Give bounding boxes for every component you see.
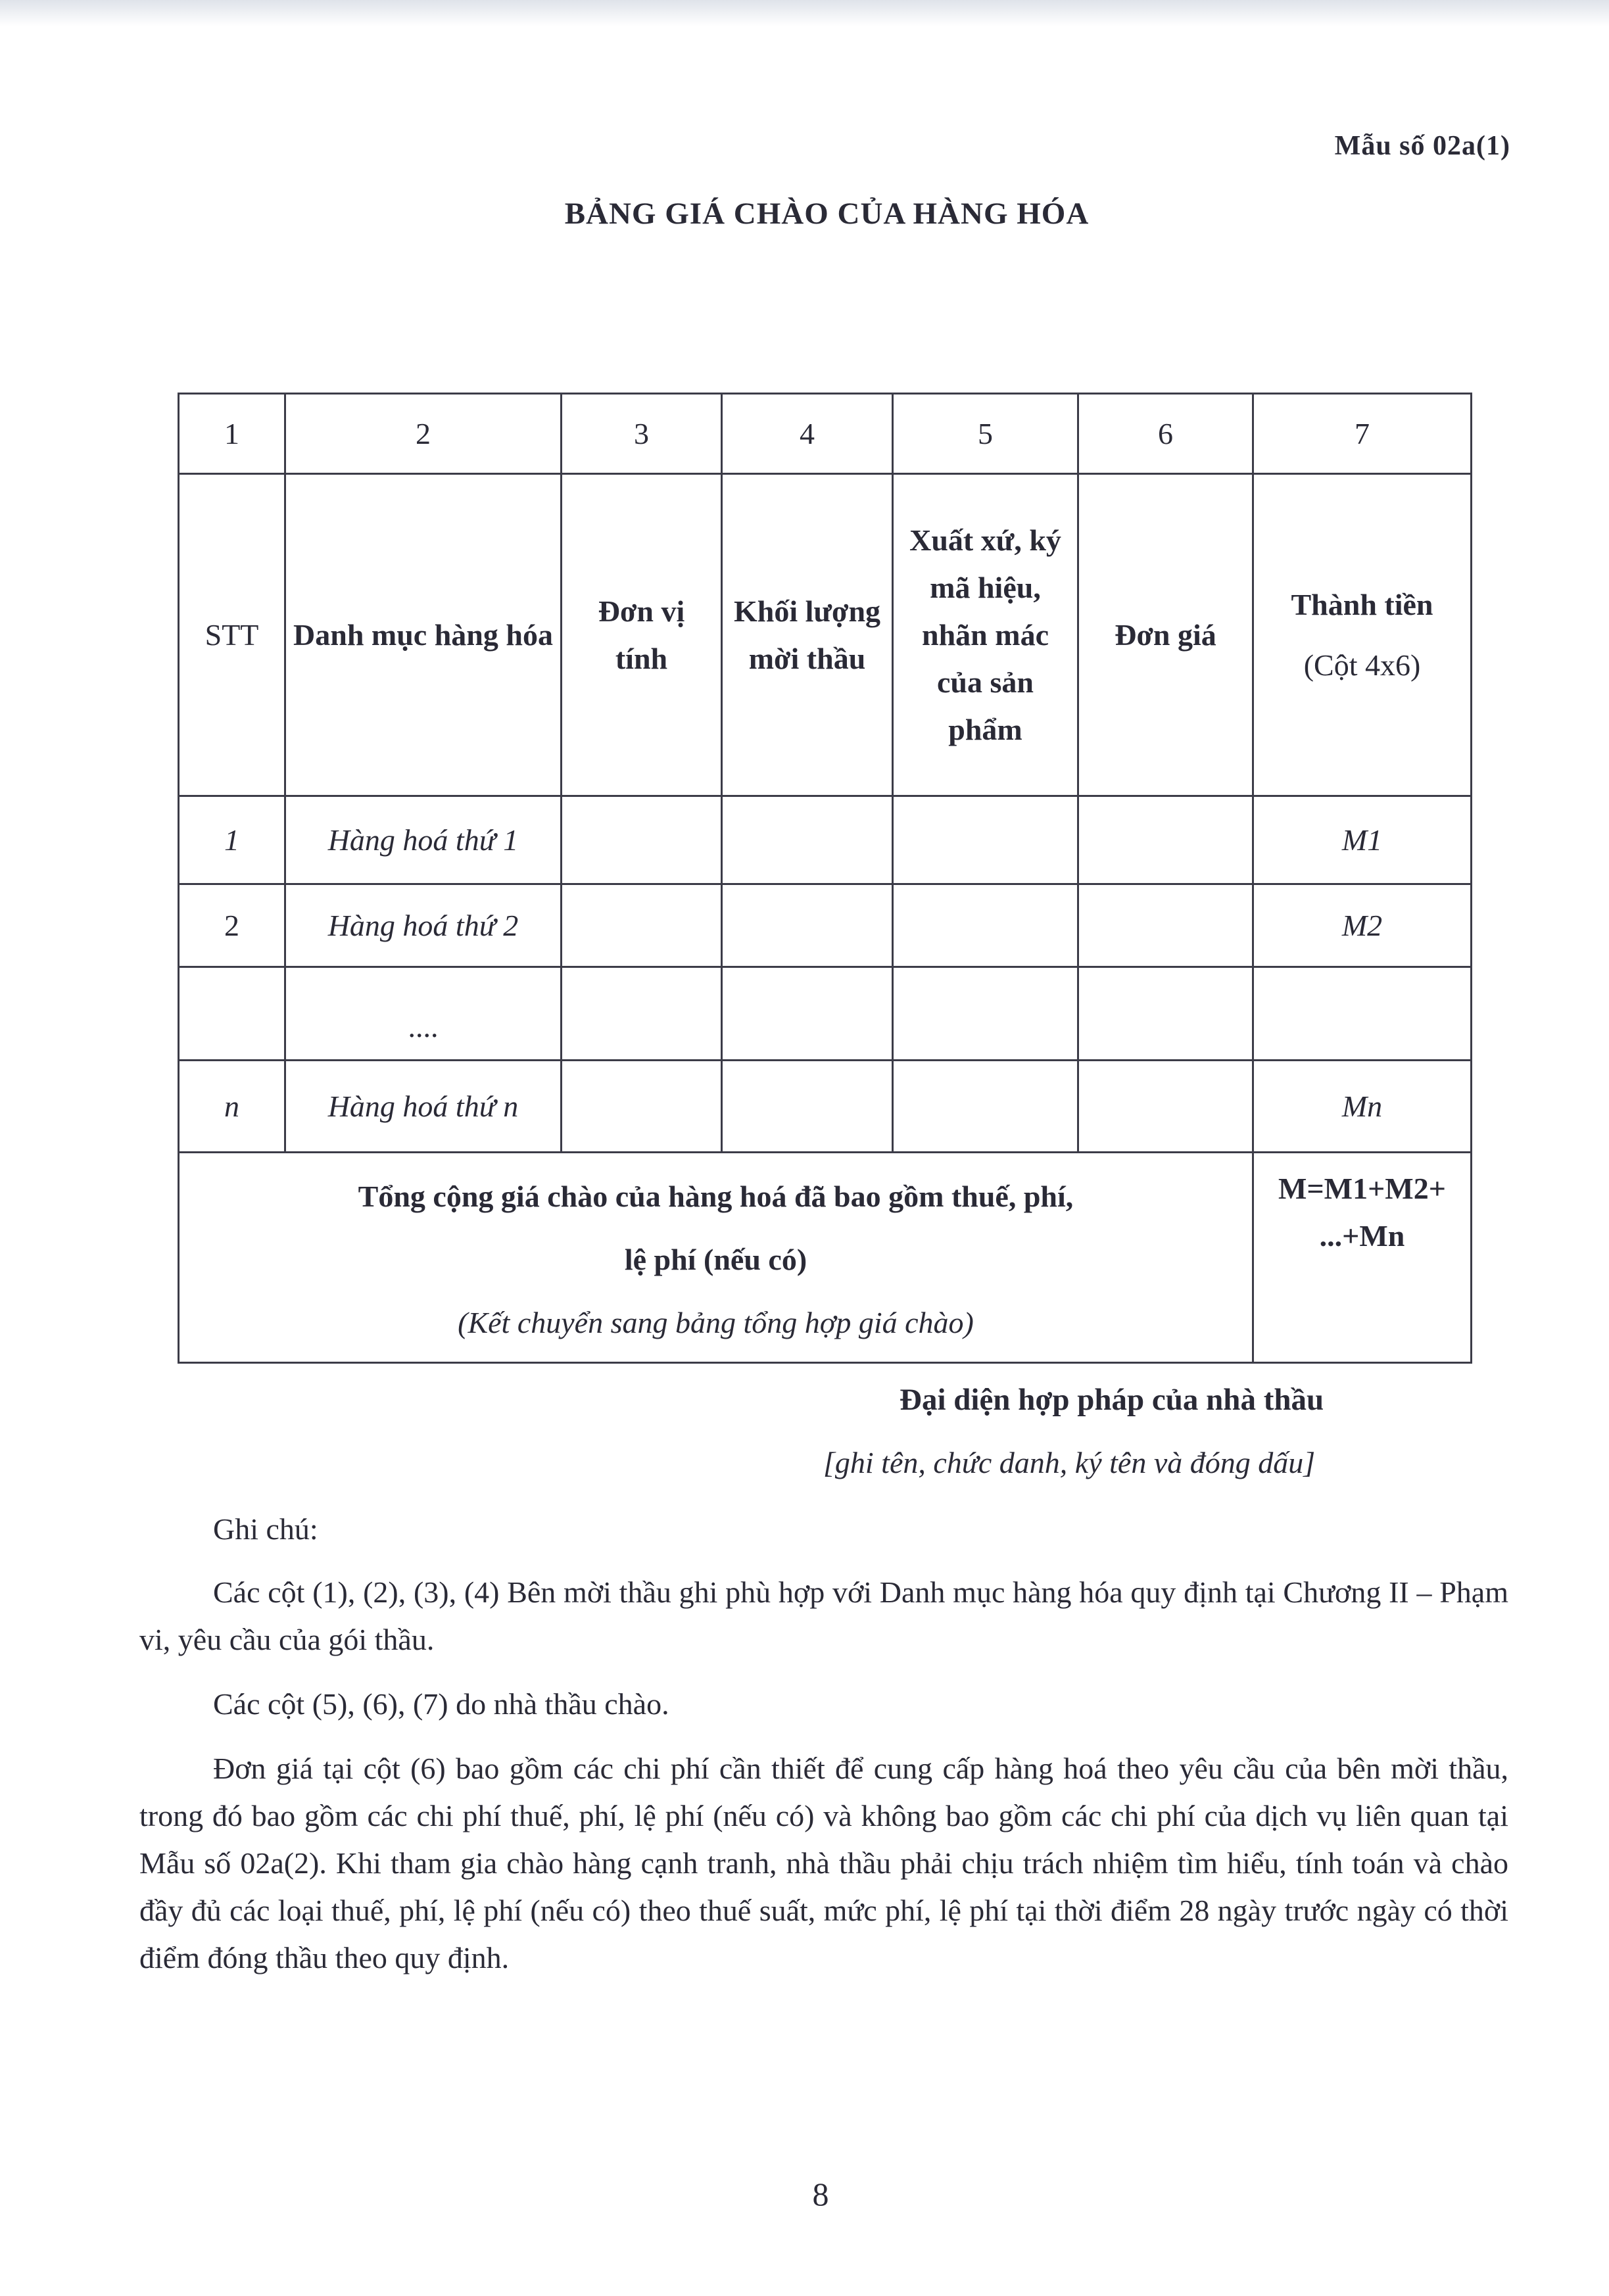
signature-title: Đại diện hợp pháp của nhà thầu	[900, 1383, 1324, 1417]
header-stt: STT	[179, 474, 285, 796]
row-quantity	[722, 796, 893, 884]
col-number-5: 5	[893, 394, 1078, 474]
row-amount	[1253, 967, 1472, 1061]
header-quantity: Khối lượng mời thầu	[722, 474, 893, 796]
col-number-6: 6	[1078, 394, 1253, 474]
row-quantity	[722, 967, 893, 1061]
header-amount-note: (Cột 4x6)	[1303, 648, 1421, 682]
row-amount: M1	[1253, 796, 1472, 884]
col-number-4: 4	[722, 394, 893, 474]
row-unit-price	[1078, 796, 1253, 884]
total-value-line-1: M=M1+M2+	[1278, 1172, 1446, 1205]
row-unit	[562, 967, 722, 1061]
row-origin	[893, 796, 1078, 884]
row-item: Hàng hoá thứ 1	[285, 796, 562, 884]
header-category: Danh mục hàng hóa	[285, 474, 562, 796]
notes-label: Ghi chú:	[213, 1512, 318, 1546]
signature-note: [ghi tên, chức danh, ký tên và đóng dấu]	[823, 1446, 1316, 1479]
col-number-3: 3	[562, 394, 722, 474]
row-item: ....	[285, 967, 562, 1061]
row-unit-price	[1078, 967, 1253, 1061]
notes-section	[139, 1506, 1508, 1999]
table-row	[179, 1061, 1472, 1153]
row-origin	[893, 1061, 1078, 1153]
total-line-1: Tổng cộng giá chào của hàng hoá đã bao gồm thuế, phí,	[358, 1180, 1074, 1213]
total-value-line-2: ...+Mn	[1319, 1219, 1405, 1253]
total-note: (Kết chuyển sang bảng tổng hợp giá chào)	[458, 1306, 974, 1339]
total-description	[179, 1153, 1253, 1363]
row-stt: 1	[179, 796, 285, 884]
table-row	[179, 884, 1472, 967]
header-origin: Xuất xứ, ký mã hiệu, nhãn mác của sản phẩm	[893, 474, 1078, 796]
row-unit-price	[1078, 1061, 1253, 1153]
row-origin	[893, 884, 1078, 967]
notes-paragraph: Các cột (5), (6), (7) do nhà thầu chào.	[213, 1687, 669, 1721]
form-number: Mẫu số 02a(1)	[1334, 131, 1510, 161]
row-unit	[562, 884, 722, 967]
total-row	[179, 1153, 1472, 1363]
notes-paragraph: Các cột (1), (2), (3), (4) Bên mời thầu ghi phù hợp với Danh mục hàng hóa quy định tại Chương II – Phạm vi, yêu cầu của gói thầu.	[139, 1575, 1508, 1656]
row-stt: n	[179, 1061, 285, 1153]
total-value	[1253, 1153, 1472, 1363]
row-quantity	[722, 884, 893, 967]
col-number-1: 1	[179, 394, 285, 474]
row-origin	[893, 967, 1078, 1061]
row-quantity	[722, 1061, 893, 1153]
header-unit: Đơn vị tính	[562, 474, 722, 796]
col-number-2: 2	[285, 394, 562, 474]
row-unit	[562, 796, 722, 884]
header-amount	[1253, 474, 1472, 796]
total-line-2: lệ phí (nếu có)	[624, 1243, 807, 1276]
row-item: Hàng hoá thứ n	[285, 1061, 562, 1153]
price-table	[178, 393, 1472, 1364]
scan-shadow	[0, 0, 1609, 26]
column-number-row	[179, 394, 1472, 474]
row-amount: M2	[1253, 884, 1472, 967]
header-unit-price: Đơn giá	[1078, 474, 1253, 796]
row-stt: 2	[179, 884, 285, 967]
row-unit-price	[1078, 884, 1253, 967]
notes-paragraph: Đơn giá tại cột (6) bao gồm các chi phí cần thiết để cung cấp hàng hoá theo yêu cầu của bên mời thầu, trong đó bao gồm các chi phí thuế, phí, lệ phí (nếu có) và không bao gồm các chi phí của dịch vụ liên quan tại Mẫu số 02a(2). Khi tham gia chào hàng cạnh tranh, nhà thầu phải chịu trách nhiệm tìm hiểu, tính toán và chào đầy đủ các loại thuế, phí, lệ phí (nếu có) theo thuế suất, mức phí, lệ phí tại thời điểm 28 ngày trước ngày có thời điểm đóng thầu theo quy định.	[139, 1752, 1508, 1974]
col-number-7: 7	[1253, 394, 1472, 474]
row-stt	[179, 967, 285, 1061]
table-row	[179, 967, 1472, 1061]
document-title: BẢNG GIÁ CHÀO CỦA HÀNG HÓA	[564, 197, 1090, 231]
table-row	[179, 796, 1472, 884]
row-unit	[562, 1061, 722, 1153]
row-item: Hàng hoá thứ 2	[285, 884, 562, 967]
header-amount-label: Thành tiền	[1291, 587, 1433, 621]
header-row	[179, 474, 1472, 796]
page-number: 8	[812, 2176, 829, 2212]
row-amount: Mn	[1253, 1061, 1472, 1153]
